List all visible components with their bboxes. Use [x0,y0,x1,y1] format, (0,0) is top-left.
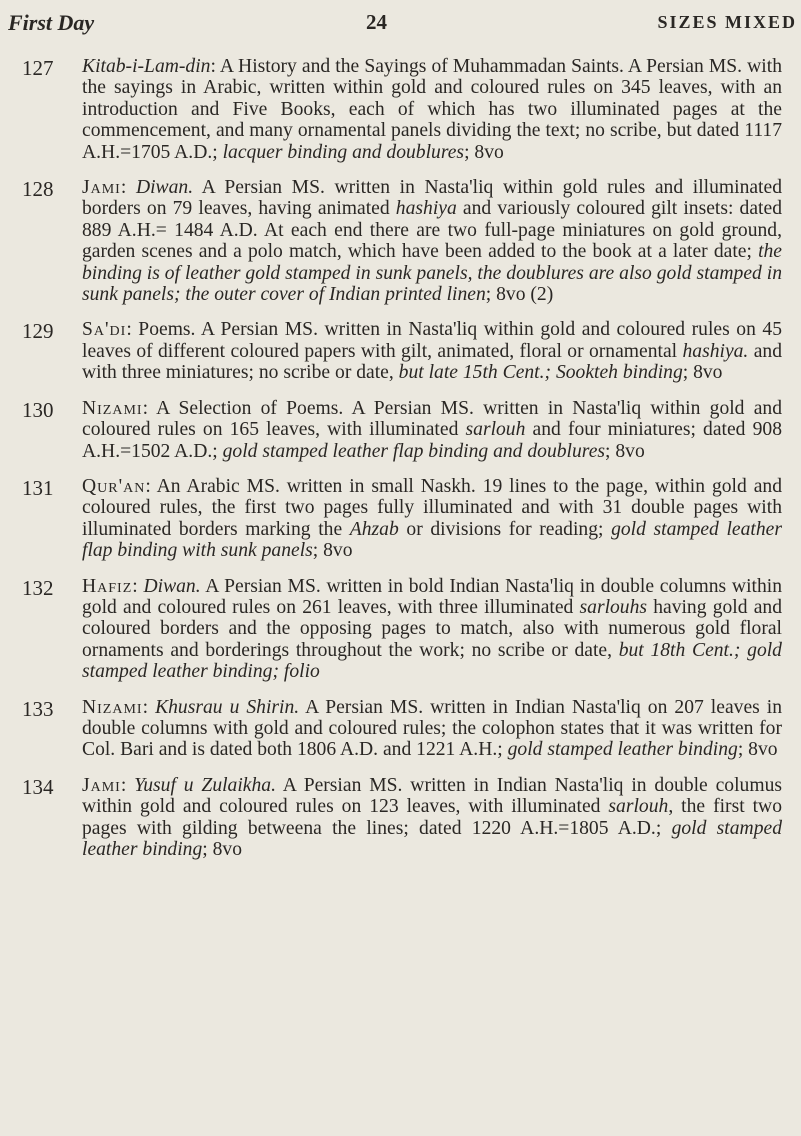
catalogue-entry [0,775,801,861]
page-header [0,10,801,34]
description-text: A Persian MS. written in bold Indian Nasta'liq in double columns within gold and coloured rules on 261 leaves, with three illuminated [82,575,783,618]
description-text: : Poems. A Persian MS. written in Nasta'liq within gold and coloured rules on 45 leaves of different coloured papers with gilt, animated, floral or ornamental [82,319,782,362]
italic-text: Yusuf u Zulaikha. [134,774,276,796]
description-text: A Persian MS. written in Indian Nasta'liq in double columus within gold and coloured rules on 123 leaves, with illuminated [82,774,783,818]
header-section-title: SIZES MIXED [657,12,797,32]
author-name: Jami [82,774,121,796]
author-name: Jami [82,177,121,199]
description-text: ; 8vo [682,362,723,384]
author-name: Qur'an [82,475,146,497]
catalogue-entry [0,476,801,562]
author-name: Sa'di [82,319,127,341]
italic-text: Ahzab [349,518,399,540]
lot-number: 129 [22,319,54,344]
catalogue-entry [0,697,801,761]
lot-number: 134 [22,774,54,799]
description-text: : [120,774,135,796]
italic-text: sarlouh [465,419,526,441]
lot-description [82,177,782,305]
lot-description [82,576,782,683]
italic-text: gold stamped leather flap binding with sunk panels [82,518,782,562]
page-number: 24 [366,10,387,34]
italic-text: sarlouh [608,796,669,818]
italic-text: the binding is of leather gold stamped in sunk panels, the doublures are also gold stamped in sunk panels; the outer cover of Indian printed linen [82,241,782,306]
italic-text: gold stamped leather binding [507,739,738,761]
lot-number: 128 [22,177,54,202]
description-text: : An Arabic MS. written in small Naskh. 19 lines to the page, within gold and coloured rules, the first two pages fully illuminated and with 31 double pages with illuminated borders marking the [82,475,782,540]
lot-description [82,398,782,462]
lot-description [82,775,782,861]
lot-description [82,319,782,383]
catalogue-entry [0,319,801,383]
description-text: : [120,177,136,199]
lot-number: 131 [22,475,54,500]
italic-text: Diwan. [143,575,201,597]
italic-text: but late 15th Cent.; Sookteh binding [398,362,683,384]
italic-text: Diwan. [135,177,194,199]
description-text: : A History and the Sayings of Muhammadan Saints. A Persian MS. with the sayings in Arabic, written within gold and coloured rules on 345 leaves, with an introduction and Five Books, each of which has two illuminated pages at the commencement, and many ornamental panels dividing the text; no scribe, but dated 1117 A.H.=1705 A.D.; [82,56,782,163]
italic-text: hashiya [395,198,457,220]
italic-text: Khusrau u Shirin. [155,696,300,718]
lot-number: 132 [22,575,54,600]
description-text: A Persian MS. written in Indian Nasta'liq on 207 leaves in double columns with gold and coloured rules; the colophon states that it was written for Col. Bari and is dated both 1806 A.D. and 1221 A.H.; [82,696,783,761]
catalogue-entry [0,56,801,163]
description-text: ; 8vo [605,440,645,462]
lot-number: 133 [22,696,54,721]
lot-description [82,476,782,562]
description-text: and four miniatures; dated 908 A.H.=1502 A.D.; [82,419,782,462]
description-text: ; 8vo (2) [485,284,554,306]
description-text: and with three miniatures; no scribe or date, [82,340,782,384]
catalogue-entries [0,56,801,874]
description-text: ; 8vo [202,839,243,860]
italic-text: gold stamped leather binding [82,817,782,860]
header-sale-day: First Day [8,10,95,35]
lot-number: 127 [22,56,54,80]
author-name: Nizami [82,397,143,419]
description-text: or divisions for reading; [398,518,612,540]
catalogue-entry [0,398,801,462]
italic-text: lacquer binding and doublures [222,141,465,163]
lot-description [82,697,782,761]
lot-description [82,56,782,163]
description-text: ; 8vo [737,739,778,761]
italic-text: sarlouhs [579,596,648,618]
lot-number: 130 [22,397,54,422]
description-text: ; 8vo [312,540,353,562]
author-name: Nizami [82,696,143,718]
description-text: A Persian MS. written in Nasta'liq within gold rules and illuminated borders on 79 leaves, having animated [82,177,782,220]
description-text: and variously coloured gilt insets: dated 889 A.H.= 1484 A.D. At each end there are two full-page miniatures on gold ground, garden scenes and a polo match, which have been added to the book at a later date; [82,198,782,263]
description-text: , the first two pages with gilding betweena the lines; dated 1220 A.H.=1805 A.D.; [82,796,782,839]
catalogue-entry [0,576,801,683]
author-name: Hafiz [82,575,133,597]
description-text: : [142,696,156,718]
italic-text: hashiya. [682,340,749,362]
description-text: having gold and coloured borders and the opposing pages to match, also with numerous gold floral ornaments and borderings throughout the work; no scribe or date, [82,596,782,661]
italic-text: gold stamped leather flap binding and doublures [222,440,606,462]
description-text: ; 8vo [464,141,504,163]
italic-text: Kitab-i-Lam-din [82,56,211,77]
description-text: : [132,575,144,597]
description-text: : A Selection of Poems. A Persian MS. written in Nasta'liq within gold and coloured rules on 165 leaves, with illuminated [82,397,782,441]
italic-text: but 18th Cent.; gold stamped leather binding; folio [82,639,782,683]
catalogue-entry [0,177,801,305]
